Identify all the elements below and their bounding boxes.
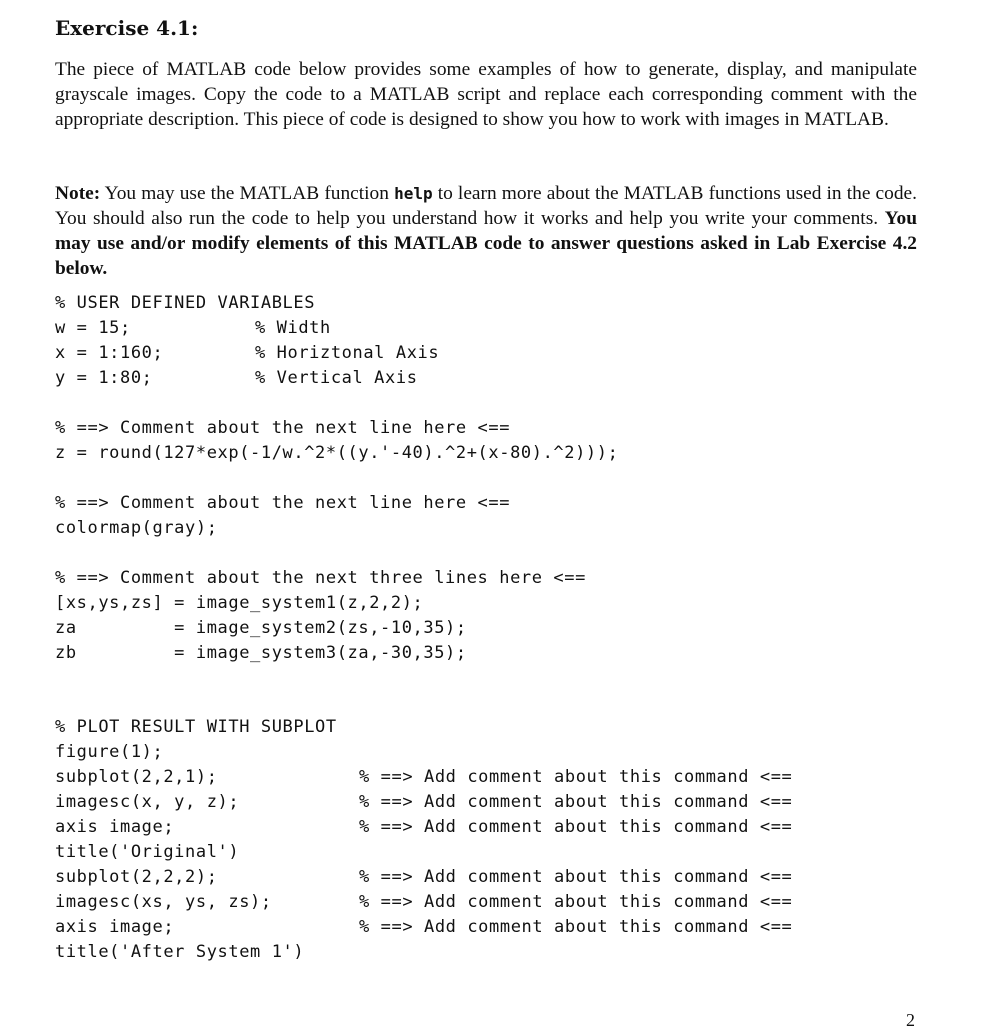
code-plot-header: % PLOT RESULT WITH SUBPLOT	[55, 717, 337, 737]
code-var-comment: % Vertical Axis	[255, 368, 418, 388]
help-function: help	[394, 184, 433, 203]
code-comment-colormap: % ==> Comment about the next line here <==	[55, 493, 511, 513]
code-plot-code: subplot(2,2,2);	[55, 867, 218, 887]
code-system-line: za = image_system2(zs,-10,35);	[55, 618, 467, 638]
code-plot-line	[55, 940, 359, 965]
code-figure-line: figure(1);	[55, 742, 164, 762]
note-bold-text: You may use and/or modify elements of this MATLAB code to answer questions asked in Lab Exercise 4.2 below.	[55, 208, 917, 279]
code-plot-comment: % ==> Add comment about this command <==	[359, 817, 793, 837]
code-plot-line	[55, 765, 792, 790]
code-var-comment: % Horiztonal Axis	[255, 343, 440, 363]
code-plot-comment: % ==> Add comment about this command <==	[359, 792, 793, 812]
code-plot-line	[55, 915, 792, 940]
code-plot-code: axis image;	[55, 817, 175, 837]
code-plot-line	[55, 865, 792, 890]
code-plot-comment: % ==> Add comment about this command <==	[359, 892, 793, 912]
code-plot-line	[55, 890, 792, 915]
code-line-z: z = round(127*exp(-1/w.^2*((y.'-40).^2+(x-80).^2)));	[55, 443, 619, 463]
code-plot-line	[55, 840, 359, 865]
code-var-comment: % Width	[255, 318, 331, 338]
code-plot-comment: % ==> Add comment about this command <==	[359, 867, 793, 887]
code-plot-line	[55, 790, 792, 815]
note-label: Note:	[55, 183, 101, 204]
code-plot-code: title('Original')	[55, 842, 240, 862]
page-number: 2	[906, 1010, 915, 1030]
code-plot-comment: % ==> Add comment about this command <==	[359, 917, 793, 937]
note-text-2: to learn more about the MATLAB functions used in the code. You should also run the code to help you understand how it works and help you write your comments.	[55, 183, 918, 229]
code-plot-line	[55, 815, 792, 840]
code-comment-systems: % ==> Comment about the next three lines here <==	[55, 568, 586, 588]
exercise-heading: Exercise 4.1:	[55, 16, 199, 40]
code-plot-code: title('After System 1')	[55, 942, 305, 962]
intro-paragraph: The piece of MATLAB code below provides some examples of how to generate, display, and manipulate grayscale images. Copy the code to a MATLAB script and replace each corresponding comment with the appropriate description. This piece of code is designed to show you how to work with images in MATLAB.	[55, 59, 917, 130]
code-plot-code: axis image;	[55, 917, 175, 937]
code-system-line: zb = image_system3(za,-30,35);	[55, 643, 467, 663]
code-var-line	[55, 316, 331, 341]
note-paragraph	[55, 181, 917, 281]
code-comment-z: % ==> Comment about the next line here <==	[55, 418, 511, 438]
code-var-code: x = 1:160;	[55, 343, 164, 363]
code-plot-code: imagesc(xs, ys, zs);	[55, 892, 272, 912]
code-var-line	[55, 366, 418, 391]
code-system-line: [xs,ys,zs] = image_system1(z,2,2);	[55, 593, 424, 613]
code-plot-comment: % ==> Add comment about this command <==	[359, 767, 793, 787]
code-var-code: w = 15;	[55, 318, 131, 338]
code-plot-code: imagesc(x, y, z);	[55, 792, 240, 812]
code-line-colormap: colormap(gray);	[55, 518, 218, 538]
code-var-code: y = 1:80;	[55, 368, 153, 388]
note-text-1: You may use the MATLAB function	[104, 183, 389, 204]
code-var-line	[55, 341, 439, 366]
code-vars-header: % USER DEFINED VARIABLES	[55, 293, 316, 313]
code-plot-code: subplot(2,2,1);	[55, 767, 218, 787]
